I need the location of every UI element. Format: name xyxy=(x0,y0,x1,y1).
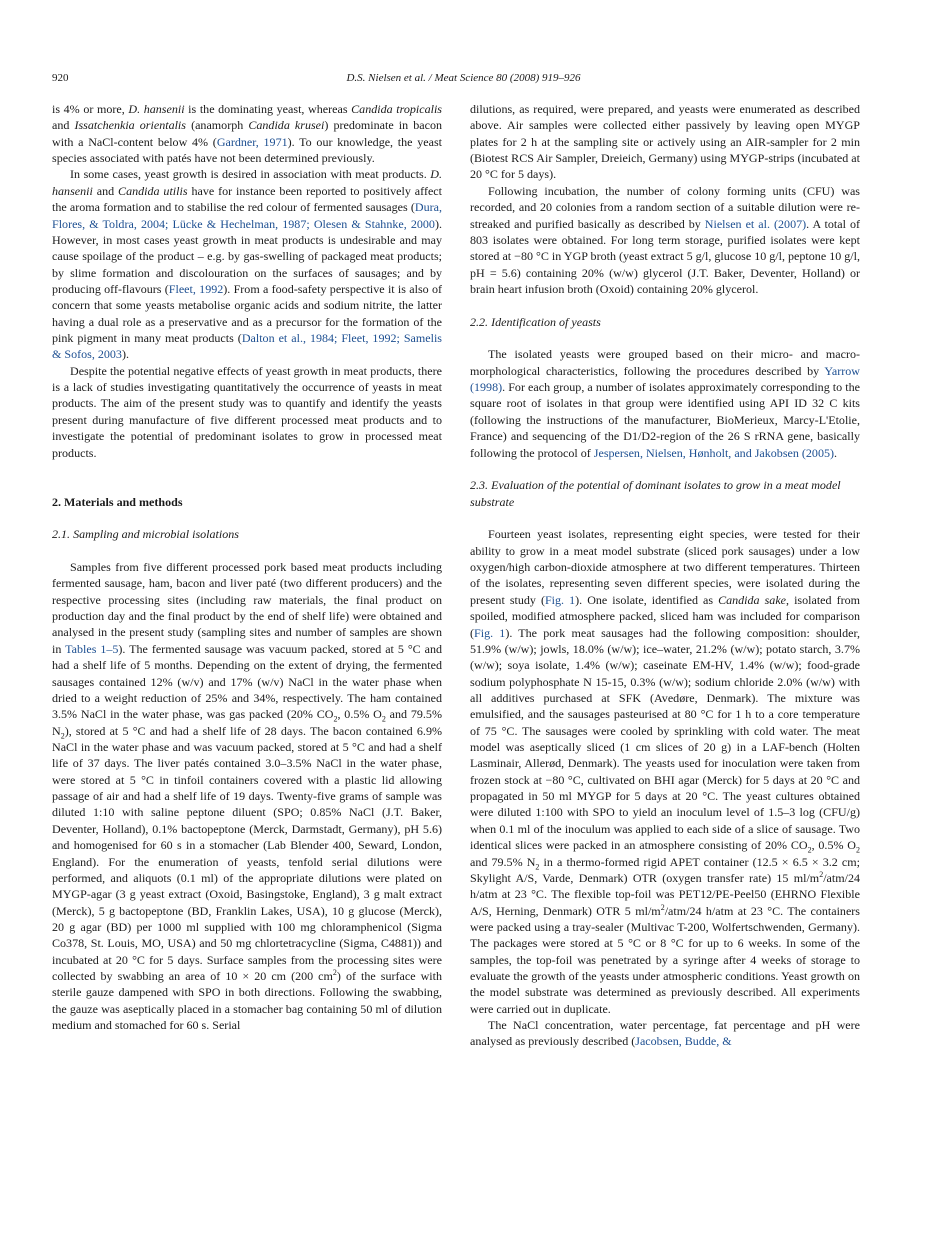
section-heading-methods: 2. Materials and methods xyxy=(52,494,183,509)
subsection-heading-sampling: 2.1. Sampling and microbial isolations xyxy=(52,527,239,542)
paragraph-incubation: Following incubation, the number of colony forming units (CFU) was recorded, and 20 colonies from a random section of a suitable dilution were re-streaked and purified basically as described by Nielsen et al. (2007). A total of 803 isolates were obtained. For long term storage, purified isolates were kept stored at −80 °C in YGP broth (yeast extract 5 g/l, glucose 10 g/l, peptone 10 g/l, pH = 5.6) containing 20% (w/w) glycerol (J.T. Baker, Deventer, Holland) or brain heart infusion broth (Oxoid) containing 20% glycerol. xyxy=(470,183,860,296)
subsection-heading-identification: 2.2. Identification of yeasts xyxy=(470,314,601,329)
citation-link[interactable]: Yarrow (1998) xyxy=(470,363,860,395)
citation-link[interactable]: Nielsen et al. (2007) xyxy=(704,216,807,231)
citation-link[interactable]: Jacobsen, Budde, & xyxy=(635,1034,732,1049)
paragraph-sampling: Samples from five different processed pork based meat products including fermented sausage, ham, bacon and liver paté (two different producers) and the respective processing sites (including raw materials, the final product on production day and the final product by the end of shelf life) were obtained and analysed in the present study (sampling sites and number of samples are shown in Tables 1–5). The fermented sausage was vacuum packed, stored at 5 °C and had a shelf life of 5 months. Depending on the extent of drying, the fermented sausages contained 12% (w/v) and 17% (w/v) NaCl in the water phase when dried to a weight reduction of 25% and 34%, respectively. The ham contained 3.5% NaCl in the water phase, was gas packed (20% $CO_2$, 0.5% $O_2$ and 79.5% $N_2$), stored at 5 °C and had a shelf life of 28 days. The bacon contained 6.9% NaCl in the water phase and was vacuum packed, stored at 5 °C and had a shelf life of 37 days. The liver patés contained 3.0–3.5% NaCl in the water phase, were stored at 5 °C in tinfoil containers covered with a plastic lid allowing passage of air and had a shelf life of 19 days. Twenty-five grams of sample was diluted 1:10 with saline peptone diluent (SPO; 0.85% NaCl (J.T. Baker, Deventer, Holland), 0.1% bactopeptone (Merck, Darmstadt, Germany), pH 5.6) and homogenised for 60 s in a stomacher (Lab Blender 400, Seward, London, England). For the enumeration of yeasts, tenfold serial dilutions were performed, and aliquots (0.1 ml) of the appropriate dilutions were plated on MYGP-agar (3 g yeast extract (Oxoid, Basingstoke, England), 3 g malt extract (Merck), 5 g bactopeptone (BD, Franklin Lakes, USA), 10 g glucose (Merck), 20 g agar (BD) per 1000 ml supplied with 100 mg chloramphenicol (Sigma Co378, St. Louis, MO, USA) and 50 mg chlortetracycline (Sigma, C4881)) and incubated at 20 °C for 5 days. Surface samples from the processing sites were collected by swabbing an area of 10 × 20 cm (200 $cm^2$) of the surface with sterile gauze dampened with SPO in both directions. Following the swabbing, the gauze was aseptically placed in a stomacher bag containing 50 ml of dilution medium and stomached for 60 s. Serial xyxy=(52,560,443,1033)
paragraph-yeast-bacon: is 4% or more, D. hansenii is the dominating yeast, whereas Candida tropicalis and Issatchenkia orientalis (anamorph Candida krusei) predominate in bacon with a NaCl-content below 4% (Gardner, 1971). To our knowledge, the yeast species associated with patés have not been determined previously. xyxy=(52,102,442,166)
citation-link[interactable]: Jespersen, Nielsen, Hønholt, and Jakobsen (2005) xyxy=(593,445,835,460)
page-number: 920 xyxy=(52,72,69,84)
paragraph-yeast-desired: In some cases, yeast growth is desired in association with meat products. D. hansenii and Candida utilis have for instance been reported to positively affect the aroma formation and to stabilise the red colour of fermented sausages (Dura, Flores, & Toldra, 2004; Lücke & Hechelman, 1987; Olesen & Stahnke, 2000). However, in most cases yeast growth in meat products is undesirable and may cause spoilage of the product – e.g. by gas-swelling of packaged meat products; by slime formation and discolouration on the surfaces of sausages; and by producing off-flavours (Fleet, 1992). From a food-safety perspective it is also of concern that some yeasts metabolise organic acids and sodium nitrite, the latter having a dual role as a preservative and as a precursor for the formation of the pink pigment in many meat products (Dalton et al., 1984; Fleet, 1992; Samelis & Sofos, 2003). xyxy=(52,167,443,362)
paragraph-dilutions: dilutions, as required, were prepared, and yeasts were enumerated as described above. Air samples were collected either passively by leaving open MYGP plates for 2 h at the sampling site or actively using an AIR-sampler for 2 min (Biotest RCS Air Sampler, Dreieich, Germany) using MYGP-strips (incubated at 20 °C for 5 days). xyxy=(470,102,860,182)
paragraph-identification: The isolated yeasts were grouped based on their micro- and macro-morphological characteristics, following the procedures described by Yarrow (1998). For each group, a number of isolates approximately corresponding to the square root of isolates in that group were identified using API ID 32 C kits (following the instructions of the manufacturer, BioMerieux, Marcy-L'Etolie, France) and sequencing of the D1/D2-region of the 26 S rRNA gene, basically following the protocol of Jespersen, Nielsen, Hønholt, and Jakobsen (2005). xyxy=(470,347,860,460)
running-header xyxy=(52,72,875,88)
paragraph-evaluation: Fourteen yeast isolates, representing eight species, were tested for their ability to grow in a meat model substrate (sliced pork sausages) under a low oxygen/high carbon-dioxide atmosphere at two different temperatures. Thirteen of the isolates, representing seven different species, were isolated during the present study (Fig. 1). One isolate, identified as Candida sake, isolated from spoiled, modified atmosphere packed, sliced ham was included for comparison (Fig. 1). The pork meat sausages had the following composition: shoulder, 51.9% (w/w); jowls, 18.0% (w/w); ice–water, 21.2% (w/w); potato starch, 3.7% (w/w); soya isolate, 1.4% (w/w); caseinate EM-HV, 1.4% (w/w); food-grade sodium polyphosphate N 15-15, 0.3% (w/w); sodium chloride 2.0% (w/w) with all additives purchased at SFK (Avedøre, Denmark). The mixture was emulsified, and the sausages pasteurised at 80 °C for 1 h to a core temperature of 75 °C. The sausages were cooled by sprinkling with cold water. The meat model was aseptically sliced (1 cm slices of 20 g) in a LAF-bench (Holten Lasminair, Allerød, Denmark). The yeasts used for inoculation were taken from frozen stock at −80 °C, cultivated on BHI agar (Merck) for 5 days at 20 °C and propagated in 50 ml MYGP for 5 days at 20 °C. The yeast cultures obtained were diluted 1:100 with SPO to yield an inoculum level of 1.5–3 log (CFU/g) when 0.1 ml of the inoculum was applied to each side of a slice of sausage. Two identical slices were packed in an atmosphere consisting of 20% $CO_2$, 0.5% $O_2$ and 79.5% $N_2$ in a thermo-formed rigid APET container (12.5 × 6.5 × 3.2 cm; Skylight A/S, Varde, Denmark) OTR (oxygen transfer rate) 15 $ml/m^2/atm/24$ h/atm at 23 °C. The flexible top-foil was PET12/PE-Peel50 (EHRNO Flexible A/S, Herning, Denmark) OTR 5 $ml/m^2/atm/24$ h/atm at 23 °C. The containers were packed using a tray-sealer (Multivac T-200, Wolfertschwenden, Germany). The packages were stored at 5 °C or 8 °C for up to 6 weeks. In some of the samples, the top-foil was penetrated by a syringe after 4 weeks of storage to evaluate the growth of the yeasts under atmospheric conditions. Yeast growth on the model substrate was determined as previously described. All experiments were carried out in duplicate. xyxy=(470,527,861,1016)
subsection-heading-evaluation: 2.3. Evaluation of the potential of dominant isolates to grow in a meat model substrate xyxy=(470,478,841,509)
figure-link[interactable]: Fig. 1 xyxy=(474,625,506,640)
paragraph-nacl-analysis: The NaCl concentration, water percentage, fat percentage and pH were analysed as previously described (Jacobsen, Budde, & xyxy=(470,1018,860,1049)
right-column xyxy=(470,101,860,1050)
table-link[interactable]: Tables 1–5 xyxy=(65,641,119,656)
citation-link[interactable]: Gardner, 1971 xyxy=(216,134,288,149)
citation-link[interactable]: Dalton et al., 1984; Fleet, 1992; Samelis & Sofos, 2003 xyxy=(52,331,442,362)
citation-link[interactable]: Fleet, 1992 xyxy=(168,281,224,296)
left-column xyxy=(52,101,442,1033)
citation-link[interactable]: Dura, Flores, & Toldra, 2004; Lücke & Hechelman, 1987; Olesen & Stahnke, 2000 xyxy=(52,200,442,231)
paragraph-study-aim: Despite the potential negative effects of yeast growth in meat products, there is a lack of studies investigating quantitatively the occurrence of yeasts in meat products. The aim of the present study was to quantify and identify the yeasts present during manufacture of five different processed meat products and to investigate the potential of predominant isolates to grow in processed meat products. xyxy=(52,363,442,460)
figure-link[interactable]: Fig. 1 xyxy=(544,592,576,607)
journal-reference: D.S. Nielsen et al. / Meat Science 80 (2008) 919–926 xyxy=(346,72,581,84)
